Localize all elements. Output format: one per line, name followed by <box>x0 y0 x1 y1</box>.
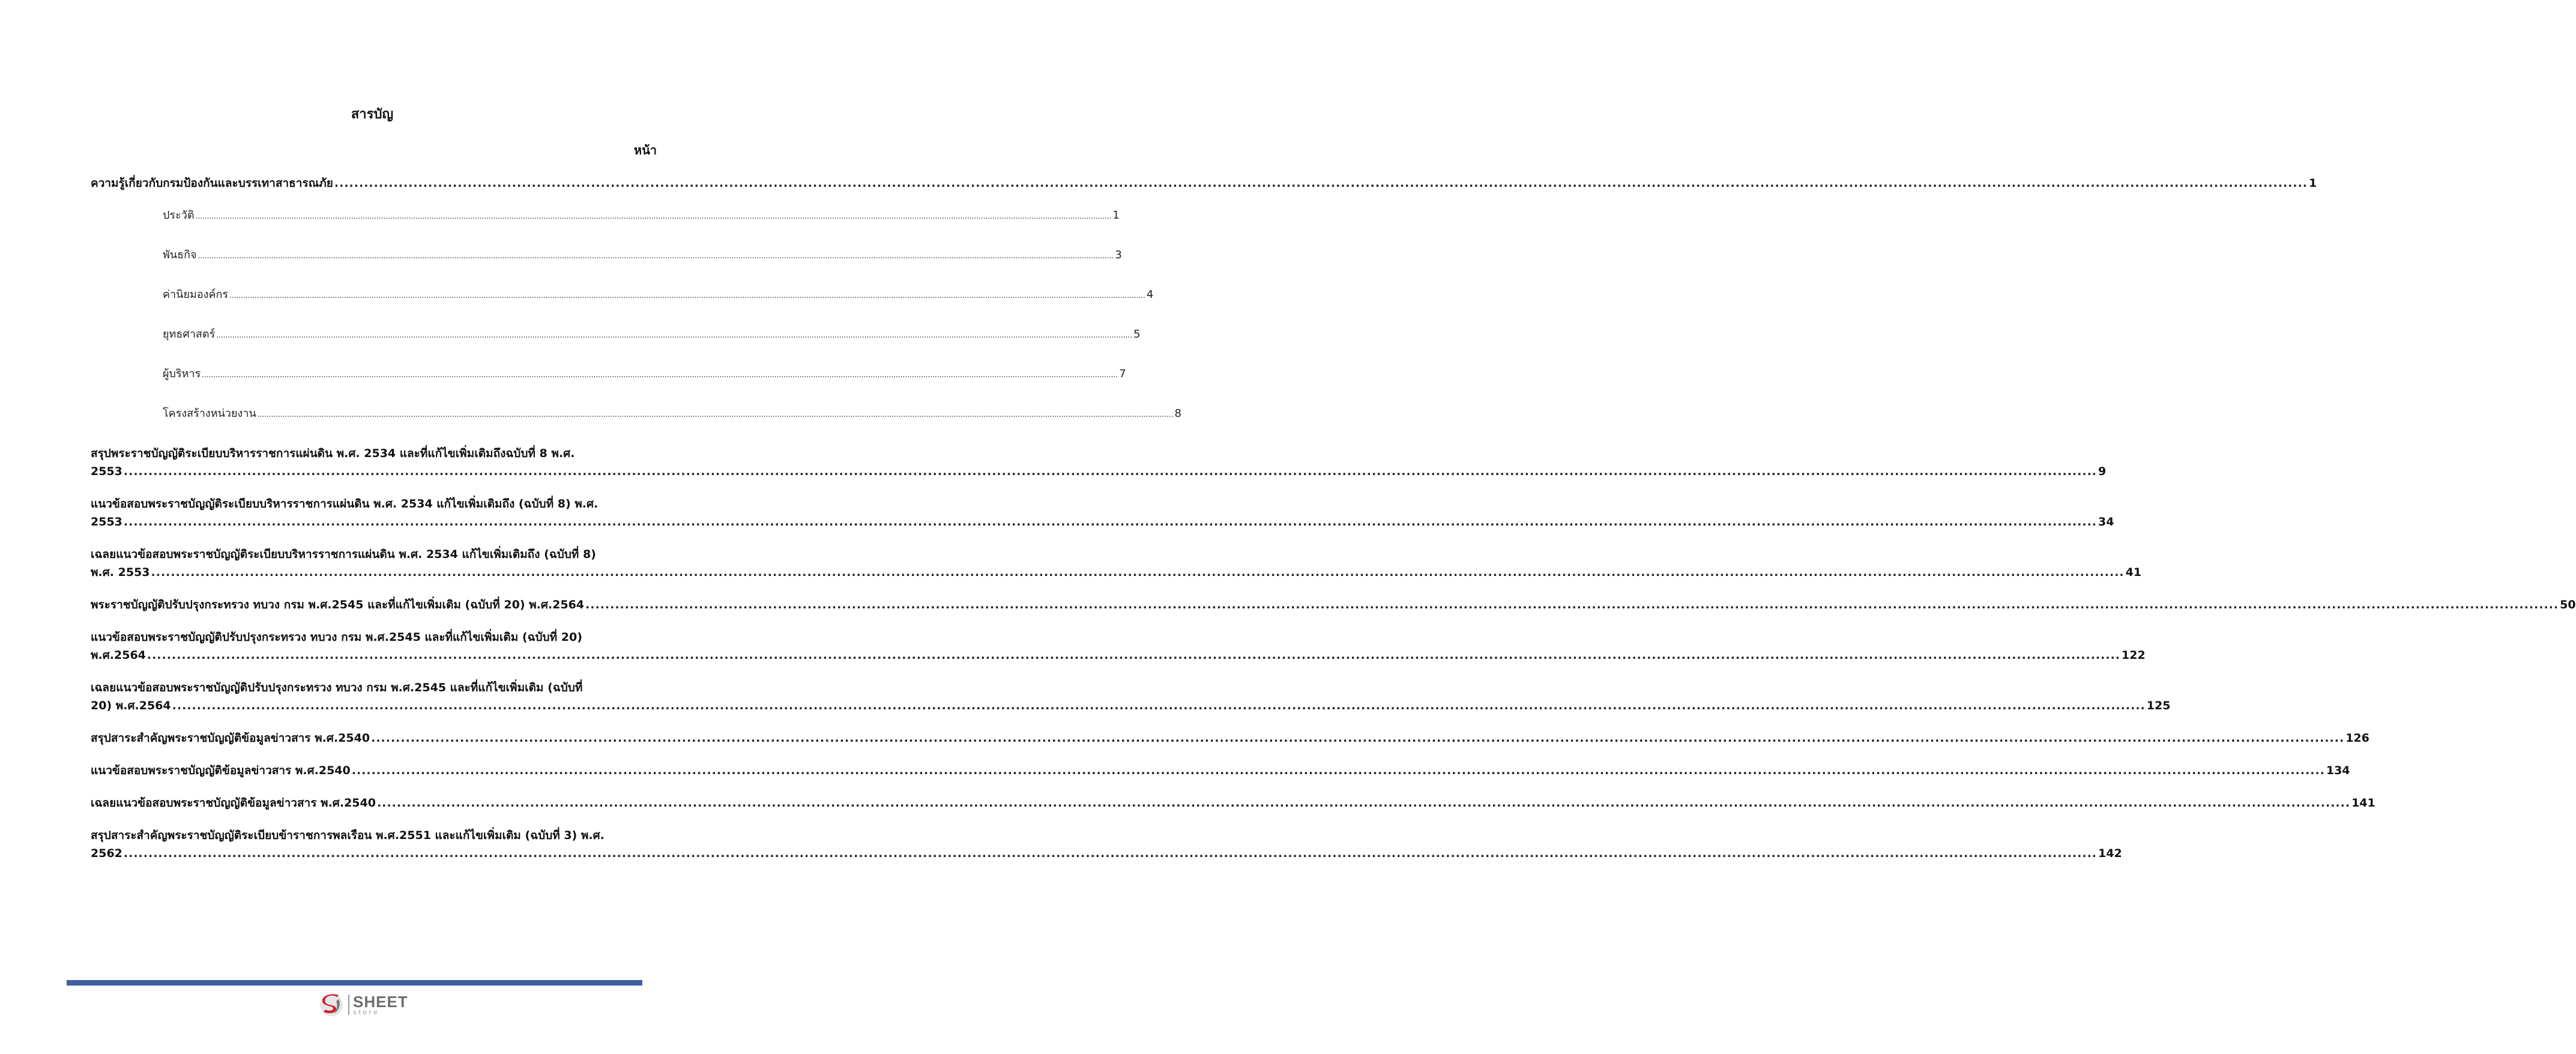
toc-subentry[interactable] <box>91 365 1126 383</box>
toc-page-number: 134 <box>2326 764 2350 777</box>
toc-entry-text: แนวข้อสอบพระราชบัญญัติปรับปรุงกระทรวง ทบวง กรม พ.ศ.2545 และที่แก้ไขเพิ่มเติม (ฉบับที่ 20) <box>91 631 582 644</box>
toc-entry-text: แนวข้อสอบพระราชบัญญัติระเบียบบริหารราชการแผ่นดิน พ.ศ. 2534 แก้ไขเพิ่มเติมถึง (ฉบับที่ 8) พ.ศ. <box>91 497 599 510</box>
toc-entry[interactable] <box>91 444 2107 480</box>
toc-entry-text: สรุปพระราชบัญญัติระเบียบบริหารราชการแผ่นดิน พ.ศ. 2534 และที่แก้ไขเพิ่มเติมถึงฉบับที่ 8 พ.ศ. <box>91 447 575 460</box>
toc-subentry[interactable] <box>91 326 1141 344</box>
toc-entry-text: ผู้บริหาร <box>163 368 201 380</box>
dot-leader: ................................................................................................................................................................................................................................................................................................................................................................................................................ <box>202 371 1118 379</box>
toc-page-number: 50 <box>2560 598 2576 611</box>
dot-leader: ................................................................................................................................................................................................................................................................................................................................................................................................................ <box>123 847 2097 860</box>
table-of-contents <box>91 174 2576 877</box>
dot-leader: ................................................................................................................................................................................................................................................................................................................................................................................................................ <box>123 465 2097 478</box>
toc-entry-text: พระราชบัญญัติปรับปรุงกระทรวง ทบวง กรม พ.ศ.2545 และที่แก้ไขเพิ่มเติม (ฉบับที่ 20) พ.ศ.2564 <box>91 598 585 611</box>
toc-entry-text: เฉลยแนวข้อสอบพระราชบัญญัติระเบียบบริหารราชการแผ่นดิน พ.ศ. 2534 แก้ไขเพิ่มเติมถึง (ฉบับที่ 8) <box>91 548 596 561</box>
toc-page-number: 34 <box>2098 515 2114 529</box>
dot-leader: ................................................................................................................................................................................................................................................................................................................................................................................................................ <box>585 598 2559 611</box>
sheet-store-logo-icon <box>318 992 345 1017</box>
dot-leader: ................................................................................................................................................................................................................................................................................................................................................................................................................ <box>151 566 2125 579</box>
toc-page-number: 141 <box>2351 796 2375 810</box>
logo-word: SHEET <box>353 992 408 1011</box>
toc-entry-text: โครงสร้างหน่วยงาน <box>163 407 256 420</box>
dot-leader: ................................................................................................................................................................................................................................................................................................................................................................................................................ <box>172 699 2146 712</box>
toc-entry[interactable] <box>91 826 2122 862</box>
toc-subentry[interactable] <box>91 207 1120 225</box>
toc-entry[interactable] <box>91 729 2369 747</box>
footer-logo <box>318 992 408 1017</box>
toc-entry[interactable] <box>91 679 2171 715</box>
toc-entry-text: พ.ศ.2564 <box>91 649 146 662</box>
toc-subentry[interactable] <box>91 405 1181 423</box>
dot-leader: ................................................................................................................................................................................................................................................................................................................................................................................................................ <box>146 649 2121 662</box>
toc-entry[interactable] <box>91 628 2146 664</box>
toc-page-number: 1 <box>1112 209 1120 222</box>
toc-entry-text: เฉลยแนวข้อสอบพระราชบัญญัติปรับปรุงกระทรวง ทบวง กรม พ.ศ.2545 และที่แก้ไขเพิ่มเติม (ฉบับที่ <box>91 681 583 694</box>
toc-entry-text: ความรู้เกี่ยวกับกรมป้องกันและบรรเทาสาธารณภัย <box>91 177 333 190</box>
toc-page-number: 8 <box>1174 407 1181 420</box>
toc-subentry[interactable] <box>91 246 1122 264</box>
toc-entry-text: พันธกิจ <box>163 249 197 261</box>
footer-divider <box>67 980 642 986</box>
toc-entry-text: ค่านิยมองค์กร <box>163 288 229 301</box>
logo-divider <box>348 995 349 1015</box>
toc-entry-text: ประวัติ <box>163 209 195 222</box>
toc-entry[interactable] <box>91 596 2576 614</box>
toc-entry-text: เฉลยแนวข้อสอบพระราชบัญญัติข้อมูลข่าวสาร พ.ศ.2540 <box>91 796 376 810</box>
toc-entry[interactable] <box>91 762 2350 780</box>
toc-entry[interactable] <box>91 794 2375 812</box>
toc-page-number: 122 <box>2122 649 2146 662</box>
dot-leader: ................................................................................................................................................................................................................................................................................................................................................................................................................ <box>334 177 2308 190</box>
dot-leader: ................................................................................................................................................................................................................................................................................................................................................................................................................ <box>123 515 2097 529</box>
toc-entry-text: สรุปสาระสำคัญพระราชบัญญัติระเบียบข้าราชการพลเรือน พ.ศ.2551 และแก้ไขเพิ่มเติม (ฉบับที่ 3) พ.ศ. <box>91 829 605 842</box>
logo-subword: store <box>353 1008 380 1016</box>
page-column-label: หน้า <box>633 143 657 157</box>
toc-page-number: 9 <box>2098 465 2107 478</box>
toc-page-number: 125 <box>2146 699 2171 712</box>
toc-entry-text: 2553 <box>91 515 122 529</box>
toc-entry[interactable] <box>91 174 2317 192</box>
toc-page-number: 5 <box>1133 328 1141 341</box>
toc-page-number: 7 <box>1119 368 1126 380</box>
dot-leader: ................................................................................................................................................................................................................................................................................................................................................................................................................ <box>351 764 2325 777</box>
toc-entry[interactable] <box>91 545 2142 581</box>
toc-subentry[interactable] <box>91 286 1154 304</box>
toc-entry-text: สรุปสาระสำคัญพระราชบัญญัติข้อมูลข่าวสาร พ.ศ.2540 <box>91 731 370 745</box>
toc-page-number: 4 <box>1146 288 1154 301</box>
toc-page-number: 126 <box>2345 731 2369 745</box>
dot-leader: ................................................................................................................................................................................................................................................................................................................................................................................................................ <box>195 212 1112 220</box>
dot-leader: ................................................................................................................................................................................................................................................................................................................................................................................................................ <box>376 796 2351 810</box>
dot-leader: ................................................................................................................................................................................................................................................................................................................................................................................................................ <box>198 252 1114 260</box>
page-title: สารบัญ <box>351 107 394 122</box>
toc-page-number: 142 <box>2098 847 2122 860</box>
dot-leader: ................................................................................................................................................................................................................................................................................................................................................................................................................ <box>229 291 1145 300</box>
toc-page-number: 41 <box>2125 566 2142 579</box>
toc-entry-text: 20) พ.ศ.2564 <box>91 699 171 712</box>
toc-entry-text: 2553 <box>91 465 122 478</box>
toc-entry-text: 2562 <box>91 847 122 860</box>
toc-entry-text: แนวข้อสอบพระราชบัญญัติข้อมูลข่าวสาร พ.ศ.2540 <box>91 764 351 777</box>
dot-leader: ................................................................................................................................................................................................................................................................................................................................................................................................................ <box>257 410 1174 419</box>
toc-entry[interactable] <box>91 495 2114 531</box>
toc-entry-text: พ.ศ. 2553 <box>91 566 150 579</box>
toc-page-number: 1 <box>2309 177 2317 190</box>
toc-entry-text: ยุทธศาสตร์ <box>163 328 216 341</box>
dot-leader: ................................................................................................................................................................................................................................................................................................................................................................................................................ <box>216 331 1133 339</box>
dot-leader: ................................................................................................................................................................................................................................................................................................................................................................................................................ <box>371 731 2345 745</box>
toc-page-number: 3 <box>1115 249 1122 261</box>
